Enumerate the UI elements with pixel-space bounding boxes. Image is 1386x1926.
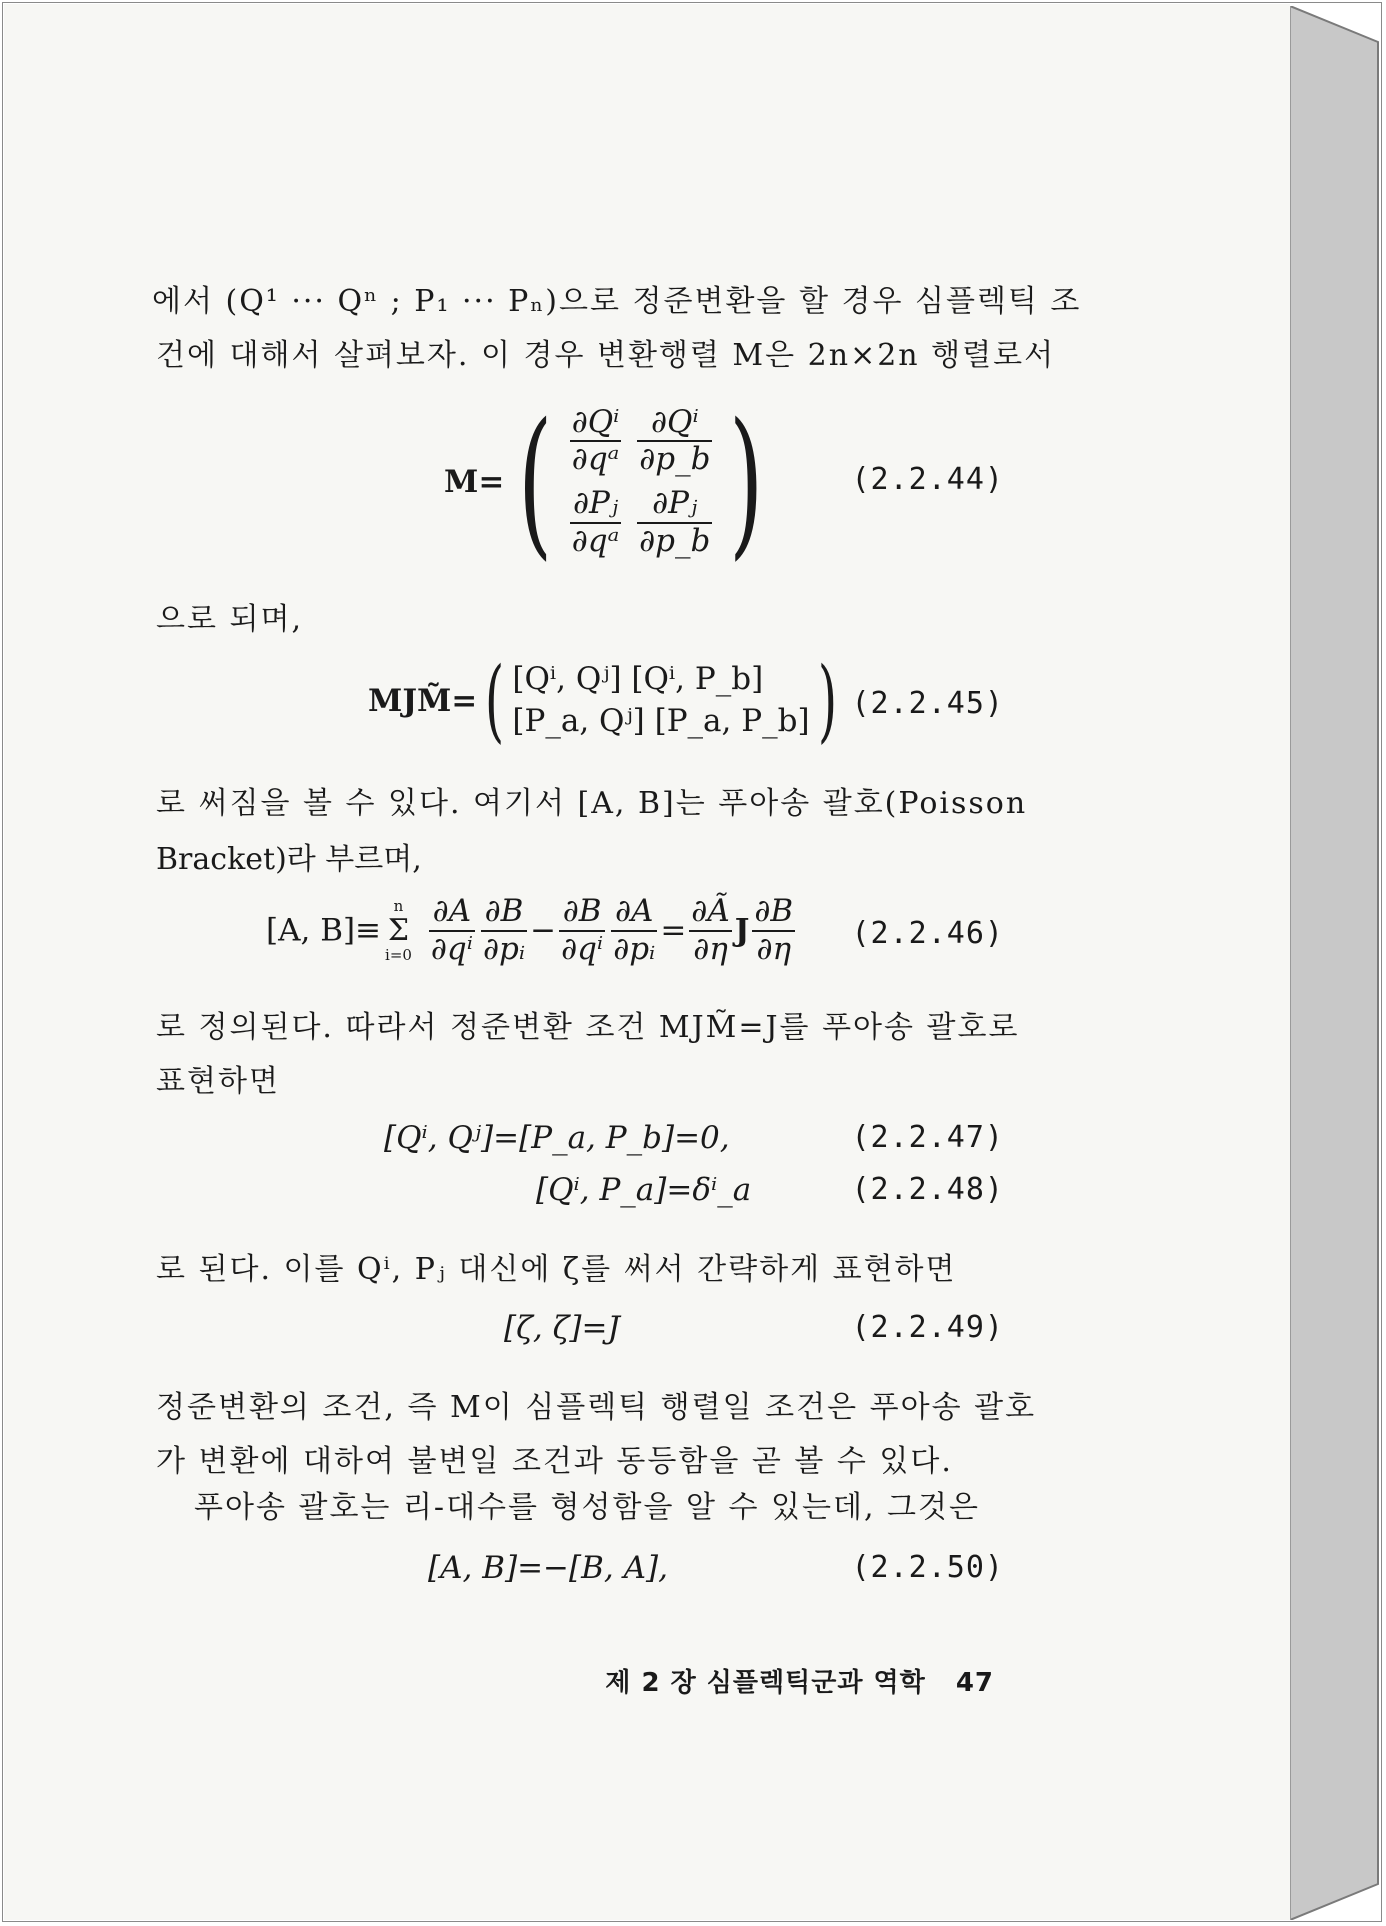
para6-line3: 푸아송 괄호는 리-대수를 형성함을 알 수 있는데, 그것은: [194, 1490, 980, 1525]
equation-2-2-50: [A, B]=−[B, A],: [428, 1550, 668, 1586]
equation-2-2-48: [Qⁱ, P_a]=δⁱ_a: [536, 1172, 752, 1208]
eq46-f1-den: ∂qⁱ: [430, 930, 473, 967]
para4-line1: 로 정의된다. 따라서 정준변환 조건 MJM̃=J를 푸아송 괄호로: [156, 1010, 1020, 1045]
eq46-minus: −: [530, 912, 557, 949]
book-page: [4, 4, 1290, 1920]
eq46-f5-num: ∂Ã: [691, 893, 730, 929]
eq46-f6-num: ∂B: [754, 893, 794, 929]
footer-chapter: 제 2 장 심플렉틱군과 역학: [605, 1668, 926, 1698]
equation-2-2-49: [ζ, ζ]=J: [504, 1310, 620, 1346]
equation-2-2-44: M=( $\frac{\text{∂Qⁱ}}{\text{∂qᵃ}}$ $\frac{\text{∂Qⁱ}}{\partial p\_b}$ $\frac{\text{∂Pⱼ}}{\text{∂qᵃ}}$ $\frac{\text{∂Pⱼ}}{\partial p\_b}$ ): [444, 388, 764, 575]
eq46-f6-den: ∂η: [756, 930, 792, 967]
para1-line1: 에서 (Q¹ ··· Qⁿ ; P₁ ··· Pₙ)으로 정준변환을 할 경우 심플렉틱 조: [152, 284, 1082, 319]
eq44-m21-den: ∂qᵃ: [571, 522, 620, 559]
eq49-number: (2.2.49): [851, 1310, 1004, 1345]
eq46-f3-den: ∂qⁱ: [561, 930, 604, 967]
eq46-f3-num: ∂B: [562, 893, 602, 929]
para3-line1: 로 써짐을 볼 수 있다. 여기서 [A, B]는 푸아송 괄호(Poisson: [156, 786, 1028, 821]
eq46-sum-bottom: i=0: [385, 946, 412, 965]
eq44-m22-den: ∂p_b: [639, 522, 711, 559]
book-page-edge: [1290, 6, 1382, 1920]
eq50-number: (2.2.50): [851, 1550, 1004, 1585]
footer-page-number: 47: [955, 1668, 994, 1698]
equation-2-2-47: [Qⁱ, Qʲ]=[P_a, P_b]=0,: [384, 1120, 730, 1156]
para6-line1: 정준변환의 조건, 즉 M이 심플렉틱 행렬일 조건은 푸아송 괄호: [156, 1390, 1037, 1425]
eq44-number: (2.2.44): [851, 462, 1004, 497]
eq46-f4-den: ∂pᵢ: [613, 930, 656, 967]
eq46-f1-num: ∂A: [432, 893, 472, 929]
eq44-m11-num: ∂Qⁱ: [571, 403, 620, 440]
eq46-f2-num: ∂B: [484, 893, 524, 929]
eq45-number: (2.2.45): [851, 686, 1004, 721]
para1-line2: 건에 대해서 살펴보자. 이 경우 변환행렬 M은 2n×2n 행렬로서: [156, 338, 1056, 373]
eq48-number: (2.2.48): [851, 1172, 1004, 1207]
para4-line2: 표현하면: [156, 1064, 280, 1099]
eq44-lhs: M=: [444, 464, 505, 500]
para6-line2: 가 변환에 대하여 불변일 조건과 동등함을 곧 볼 수 있다.: [156, 1444, 953, 1479]
equation-2-2-46: [A, B]≡n Σ i=0 $\frac{\partial A}{\text{∂qⁱ}}$ $\frac{\partial B}{\text{∂pᵢ}}$ − $\frac{\partial B}{\text{∂qⁱ}}$ $\frac{\partial A}{\text{∂pᵢ}}$ = $\frac{\partial Ã}{\partial\eta}$ J $\frac{\partial B}{\partial\eta}$: [266, 893, 794, 967]
eq46-f5-den: ∂η: [693, 930, 728, 967]
eq46-sum-top: n: [393, 896, 404, 915]
eq44-m21-num: ∂Pⱼ: [572, 485, 619, 521]
eq46-equals: =: [660, 912, 687, 949]
para5-line1: 로 된다. 이를 Qⁱ, Pⱼ 대신에 ζ를 써서 간략하게 표현하면: [156, 1252, 957, 1287]
para3-line2: Bracket)라 부르며,: [156, 842, 422, 877]
eq45-lhs: MJM̃=: [368, 683, 478, 719]
eq44-m22-num: ∂Pⱼ: [652, 485, 698, 521]
equation-2-2-45: MJM̃=( [Qⁱ, Qʲ] [Qⁱ, P_b] [P_a, Qʲ] [P_a, P_b] ): [368, 648, 837, 753]
eq45-row2: [P_a, Qʲ] [P_a, P_b]: [512, 703, 810, 739]
para2-line1: 으로 되며,: [156, 602, 303, 637]
page-footer: [605, 1662, 994, 1699]
eq46-f4-num: ∂A: [615, 893, 654, 929]
eq44-m12-num: ∂Qⁱ: [651, 403, 699, 440]
eq44-m12-den: ∂p_b: [639, 441, 711, 478]
eq47-number: (2.2.47): [851, 1120, 1004, 1155]
eq45-row1: [Qⁱ, Qʲ] [Qⁱ, P_b]: [512, 661, 764, 698]
eq46-number: (2.2.46): [851, 916, 1004, 951]
eq44-m11-den: ∂qᵃ: [571, 441, 620, 478]
eq46-lhs: [A, B]≡: [266, 912, 382, 949]
eq46-J: J: [734, 912, 750, 949]
eq46-f2-den: ∂pᵢ: [482, 930, 526, 967]
